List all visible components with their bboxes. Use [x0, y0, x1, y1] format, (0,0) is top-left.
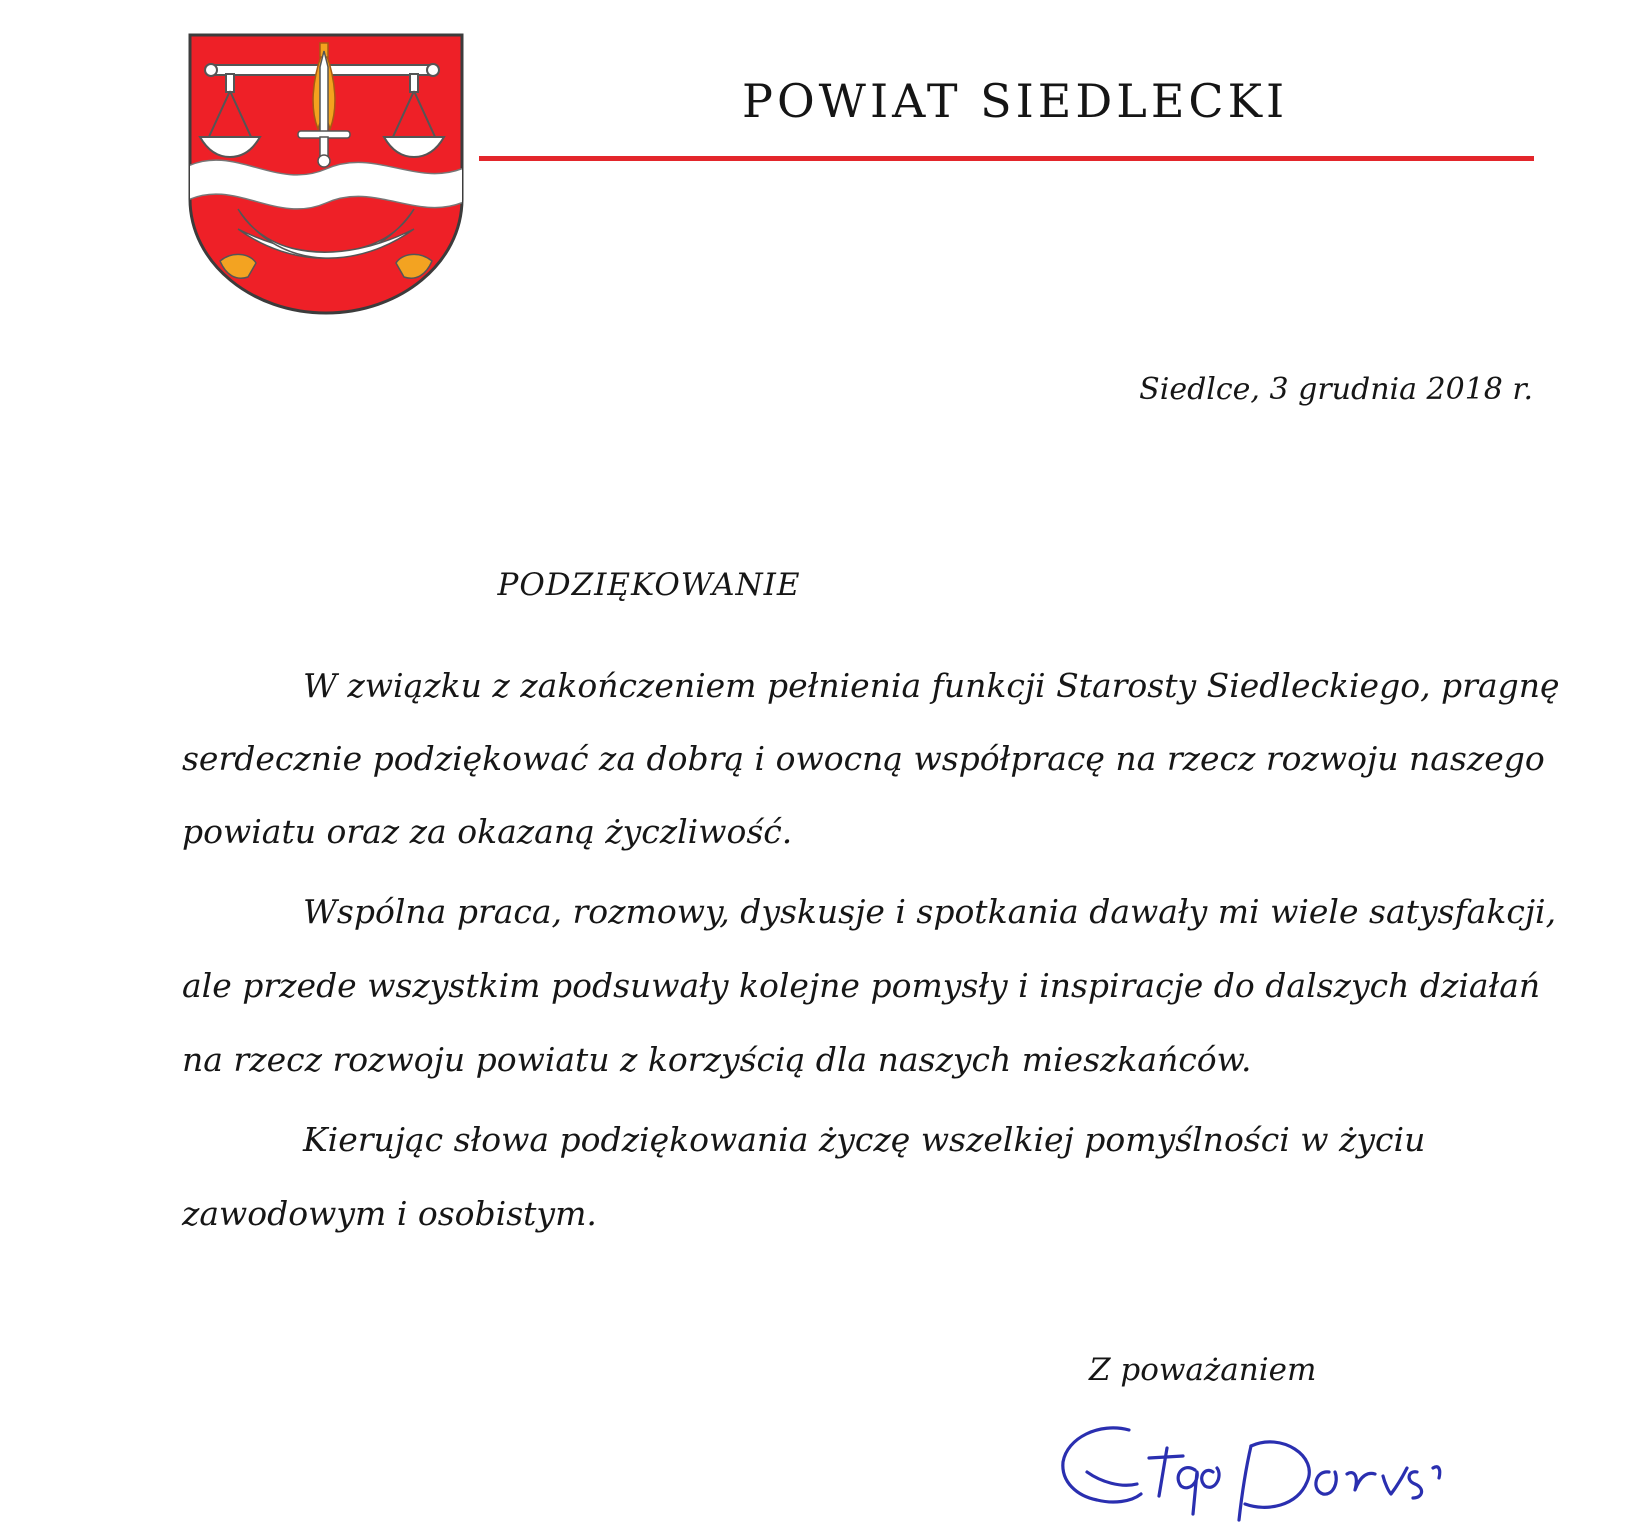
body-line-8: zawodowym i osobistym.: [182, 1194, 597, 1233]
letterhead-title: POWIAT SIEDLECKI: [742, 74, 1289, 128]
letter-date: Siedlce, 3 grudnia 2018 r.: [1139, 372, 1533, 407]
body-line-4: Wspólna praca, rozmowy, dyskusje i spotkania dawały mi wiele satysfakcji,: [303, 892, 1557, 931]
coat-of-arms-icon: [186, 31, 466, 321]
body-line-2: serdecznie podziękować za dobrą i owocną współpracę na rzecz rozwoju naszego: [182, 739, 1545, 778]
body-line-1: W związku z zakończeniem pełnienia funkcji Starosty Siedleckiego, pragnę: [303, 666, 1560, 705]
body-line-3: powiatu oraz za okazaną życzliwość.: [182, 812, 793, 851]
body-line-5: ale przede wszystkim podsuwały kolejne pomysły i inspiracje do dalszych działań: [182, 966, 1541, 1005]
body-line-6: na rzecz rozwoju powiatu z korzyścią dla naszych mieszkańców.: [182, 1040, 1252, 1079]
letter-title: PODZIĘKOWANIE: [497, 567, 801, 603]
body-line-7: Kierując słowa podziękowania życzę wszelkiej pomyślności w życiu: [303, 1120, 1426, 1159]
signature-image: [1057, 1418, 1457, 1536]
closing-text: Z poważaniem: [1089, 1352, 1317, 1388]
letterhead-divider: [479, 156, 1534, 161]
